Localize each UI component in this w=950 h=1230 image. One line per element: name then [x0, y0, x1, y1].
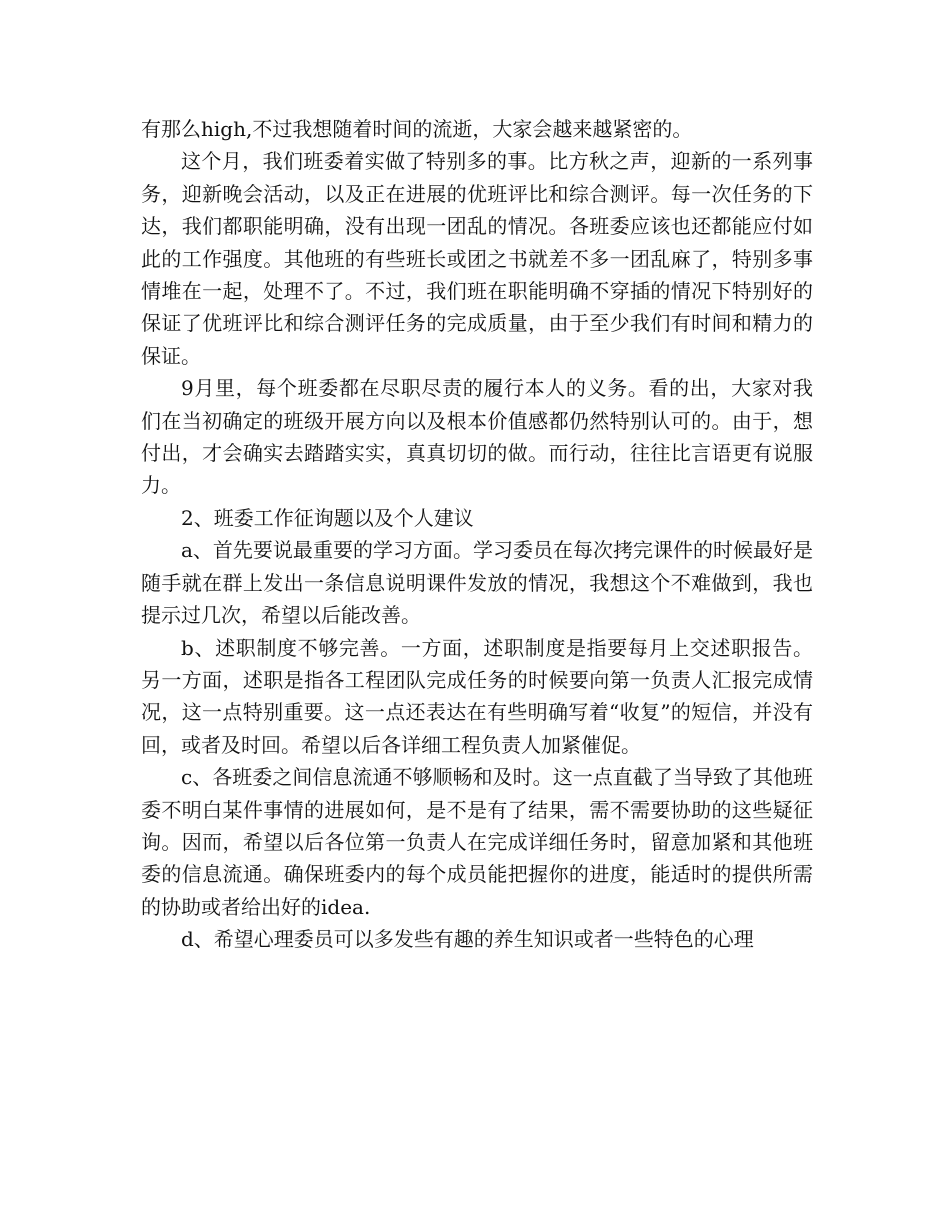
paragraph-september-duties: 9月里，每个班委都在尽职尽责的履行本人的义务。看的出，大家对我们在当初确定的班级开展方向以及根本价值感都仍然特别认可的。由于，想付出，才会确实去踏踏实实，真真切切的做。而行动，往往比言语更有说服力。: [141, 376, 813, 498]
paragraph-monthly-work: 这个月，我们班委着实做了特别多的事。比方秋之声，迎新的一系列事务，迎新晚会活动，以及正在进展的优班评比和综合测评。每一次任务的下达，我们都职能明确，没有出现一团乱的情况。各班委应该也还都能应付如此的工作强度。其他班的有些班长或团之书就差不多一团乱麻了，特别多事情堆在一起，处理不了。不过，我们班在职能明确不穿插的情况下特别好的保证了优班评比和综合测评任务的完成质量，由于至少我们有时间和精力的保证。: [141, 149, 813, 368]
paragraph-item-d: d、希望心理委员可以多发些有趣的养生知识或者一些特色的心理: [181, 927, 754, 952]
paragraph-continuation: 有那么high,不过我想随着时间的流逝，大家会越来越紧密的。: [141, 117, 693, 141]
paragraph-item-a: a、首先要说最重要的学习方面。学习委员在每次拷完课件的时候最好是随手就在群上发出一条信息说明课件发放的情况，我想这个不难做到，我也提示过几次，希望以后能改善。: [141, 538, 813, 628]
paragraph-item-c: c、各班委之间信息流通不够顺畅和及时。这一点直截了当导致了其他班委不明白某件事情的进展如何，是不是有了结果，需不需要协助的这些疑征询。因而，希望以后各位第一负责人在完成详细任务时，留意加紧和其他班委的信息流通。确保班委内的每个成员能把握你的进度，能适时的提供所需的协助或者给出好的idea.: [141, 765, 813, 919]
document-body: [141, 113, 813, 956]
section-heading-suggestions: 2、班委工作征询题以及个人建议: [181, 505, 474, 530]
paragraph-item-b: b、述职制度不够完善。一方面，述职制度是指要每月上交述职报告。另一方面，述职是指各工程团队完成任务的时候要向第一负责人汇报完成情况，这一点特别重要。这一点还表达在有些明确写着“收复”的短信，并没有回，或者及时回。希望以后各详细工程负责人加紧催促。: [141, 635, 813, 757]
